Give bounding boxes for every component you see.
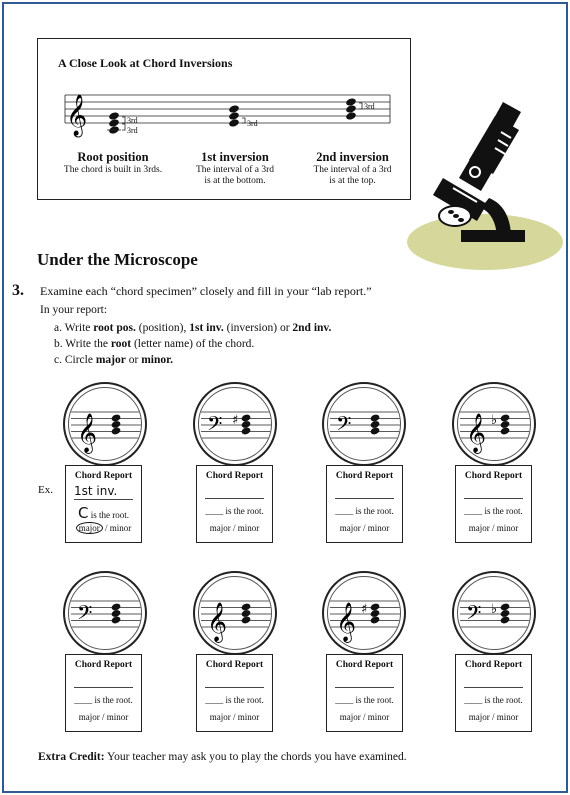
chord-specimen	[193, 571, 277, 655]
section-title: Under the Microscope	[37, 250, 198, 269]
chord-note	[241, 413, 252, 422]
question-number: 3.	[12, 282, 24, 299]
major-minor-choice[interactable]: major / minor	[78, 712, 129, 722]
chord-note	[500, 426, 511, 435]
root-line[interactable]: ____ is the root.	[464, 695, 523, 705]
chord-note	[111, 426, 122, 435]
inversion-desc: is at the top.	[329, 176, 376, 186]
extra-credit-label: Extra Credit:	[38, 751, 105, 763]
chord-staff	[69, 577, 142, 650]
chord-specimen-lens	[457, 576, 531, 650]
root-line[interactable]: ____ is the root.	[205, 506, 264, 516]
example-inversion-answer: 1st inv.	[74, 484, 118, 498]
instruction-bold: root pos.	[93, 322, 136, 334]
instruction-letter: a.	[54, 322, 62, 334]
inversion-name: 2nd inversion	[316, 150, 389, 164]
interval-label: 3rd	[127, 126, 138, 135]
inversion-answer-line[interactable]	[74, 687, 133, 688]
root-line[interactable]: ____ is the root.	[464, 506, 523, 516]
instruction-bold: minor.	[141, 354, 174, 366]
chord-specimen-lens	[327, 387, 401, 461]
chord-specimen	[322, 382, 406, 466]
chord-staff	[458, 388, 531, 461]
instruction-letter: c.	[54, 354, 62, 366]
major-minor-choice[interactable]: major / minor	[468, 523, 519, 533]
chord-staff	[199, 388, 272, 461]
chord-note	[241, 602, 252, 611]
inversion-name: 1st inversion	[201, 150, 269, 164]
chord-specimen-lens	[68, 387, 142, 461]
chord-note	[370, 609, 381, 618]
chord-specimen	[63, 571, 147, 655]
interval-label: 3rd	[247, 119, 258, 128]
interval-label: 3rd	[127, 116, 138, 125]
chord-report[interactable]	[326, 654, 403, 732]
chord-staff	[199, 577, 272, 650]
first-inversion-column	[185, 150, 285, 187]
chord-report-title: Chord Report	[74, 660, 133, 670]
chord-inversions-box	[37, 38, 411, 200]
chord-report-title: Chord Report	[74, 471, 133, 481]
chord-note	[500, 609, 511, 618]
instruction-text: Write	[64, 322, 94, 334]
chord-report[interactable]	[455, 654, 532, 732]
example-label: Ex.	[38, 484, 53, 496]
report-intro: In your report:	[40, 304, 108, 316]
chord-note	[370, 420, 381, 429]
chord-note	[500, 615, 511, 624]
example-root-answer: C	[78, 504, 89, 522]
major-minor-choice[interactable]: major / minor	[468, 712, 519, 722]
instruction-bold: 2nd inv.	[292, 322, 332, 334]
inversion-answer-line[interactable]	[205, 498, 264, 499]
chord-report-example	[65, 465, 142, 543]
chord-report[interactable]	[326, 465, 403, 543]
treble-clef-icon: 𝄞	[466, 413, 487, 453]
chord-report-title: Chord Report	[464, 660, 523, 670]
instruction-text: Write the	[65, 338, 111, 350]
inversion-answer-line	[74, 499, 133, 500]
root-line[interactable]: ____ is the root.	[74, 695, 133, 705]
treble-clef-icon: 𝄞	[336, 602, 357, 642]
sharp-icon: ♯	[232, 413, 239, 428]
inversion-desc: The chord is built in 3rds.	[63, 165, 163, 175]
chord-specimen	[322, 571, 406, 655]
instruction-bold: 1st inv.	[189, 322, 224, 334]
bass-clef-icon: 𝄢	[336, 412, 352, 440]
major-minor-choice[interactable]: major / minor	[209, 523, 260, 533]
chord-report-title: Chord Report	[205, 471, 264, 481]
major-minor-choice	[66, 523, 141, 533]
major-minor-choice[interactable]: major / minor	[209, 712, 260, 722]
root-position-column	[58, 150, 168, 176]
chord-report[interactable]	[196, 654, 273, 732]
bass-clef-icon: 𝄢	[207, 412, 223, 440]
chord-note	[241, 420, 252, 429]
major-minor-choice[interactable]: major / minor	[339, 523, 390, 533]
chord-note	[370, 602, 381, 611]
instruction-c	[54, 354, 173, 366]
flat-icon: ♭	[491, 602, 498, 617]
bass-clef-icon: 𝄢	[77, 601, 93, 629]
microscope-illustration	[403, 102, 563, 272]
inversion-desc: The interval of a 3rd	[313, 165, 392, 175]
inversion-answer-line[interactable]	[464, 687, 523, 688]
instruction-bold: major	[95, 354, 126, 366]
inversion-name: Root position	[77, 150, 149, 164]
sharp-icon: ♯	[361, 602, 368, 617]
flat-icon: ♭	[491, 413, 498, 428]
chord-note	[241, 426, 252, 435]
chord-report-title: Chord Report	[335, 471, 394, 481]
chord-specimen-lens	[457, 387, 531, 461]
inversion-desc: is at the bottom.	[204, 176, 266, 186]
chord-report[interactable]	[196, 465, 273, 543]
chord-specimen	[452, 382, 536, 466]
root-line[interactable]: ____ is the root.	[205, 695, 264, 705]
chord-note	[111, 602, 122, 611]
chord-note	[370, 426, 381, 435]
instruction-bold: root	[110, 338, 132, 350]
chord-note	[111, 413, 122, 422]
chord-report-title: Chord Report	[335, 660, 394, 670]
chord-inversions-title: A Close Look at Chord Inversions	[58, 56, 233, 70]
treble-clef-icon: 𝄞	[207, 602, 228, 642]
chord-specimen-lens	[198, 576, 272, 650]
treble-clef-icon: 𝄞	[66, 95, 88, 136]
instruction-text: (letter name) of the chord.	[131, 338, 255, 350]
chord-note	[500, 413, 511, 422]
question-prompt: Examine each “chord specimen” closely and fill in your “lab report.”	[40, 284, 372, 298]
second-inversion-column	[300, 150, 405, 187]
chord-specimen	[63, 382, 147, 466]
chord-specimen	[193, 382, 277, 466]
bass-clef-icon: 𝄢	[466, 601, 482, 629]
chord-note	[500, 420, 511, 429]
major-minor-choice[interactable]: major / minor	[339, 712, 390, 722]
chord-specimen-lens	[198, 387, 272, 461]
inversion-answer-line[interactable]	[335, 498, 394, 499]
extra-credit	[38, 751, 407, 763]
root-line[interactable]: ____ is the root.	[335, 506, 394, 516]
chord-staff	[69, 388, 142, 461]
chord-note	[241, 609, 252, 618]
inversion-desc: The interval of a 3rd	[195, 165, 275, 175]
inversion-answer-line[interactable]	[205, 687, 264, 688]
chord-staff	[328, 388, 401, 461]
chord-specimen	[452, 571, 536, 655]
instruction-text: (position),	[135, 322, 190, 334]
minor-option: / minor	[102, 523, 132, 533]
instruction-letter: b.	[54, 338, 63, 350]
chord-note	[370, 413, 381, 422]
chord-report[interactable]	[65, 654, 142, 732]
chord-note	[111, 609, 122, 618]
instruction-text: (inversion) or	[223, 322, 293, 334]
instruction-text: Circle	[64, 354, 96, 366]
chord-staff	[458, 577, 531, 650]
chord-staff	[328, 577, 401, 650]
chord-specimen-lens	[68, 576, 142, 650]
root-label: is the root.	[88, 510, 129, 520]
treble-clef-icon: 𝄞	[77, 413, 98, 453]
instruction-a	[54, 322, 331, 334]
inversions-staff	[38, 39, 412, 149]
root-line[interactable]: ____ is the root.	[335, 695, 394, 705]
extra-credit-text: Your teacher may ask you to play the chords you have examined.	[104, 751, 407, 763]
chord-note	[500, 602, 511, 611]
chord-specimen-lens	[327, 576, 401, 650]
instruction-text: or	[125, 354, 142, 366]
chord-report[interactable]	[455, 465, 532, 543]
major-circled: major	[76, 522, 103, 534]
chord-note	[370, 615, 381, 624]
chord-note	[111, 420, 122, 429]
inversion-answer-line[interactable]	[335, 687, 394, 688]
instruction-b	[54, 338, 254, 350]
inversion-answer-line[interactable]	[464, 498, 523, 499]
root-line	[66, 504, 141, 522]
chord-note	[241, 615, 252, 624]
chord-note	[111, 615, 122, 624]
chord-report-title: Chord Report	[464, 471, 523, 481]
chord-report-title: Chord Report	[205, 660, 264, 670]
interval-label: 3rd	[364, 102, 375, 111]
